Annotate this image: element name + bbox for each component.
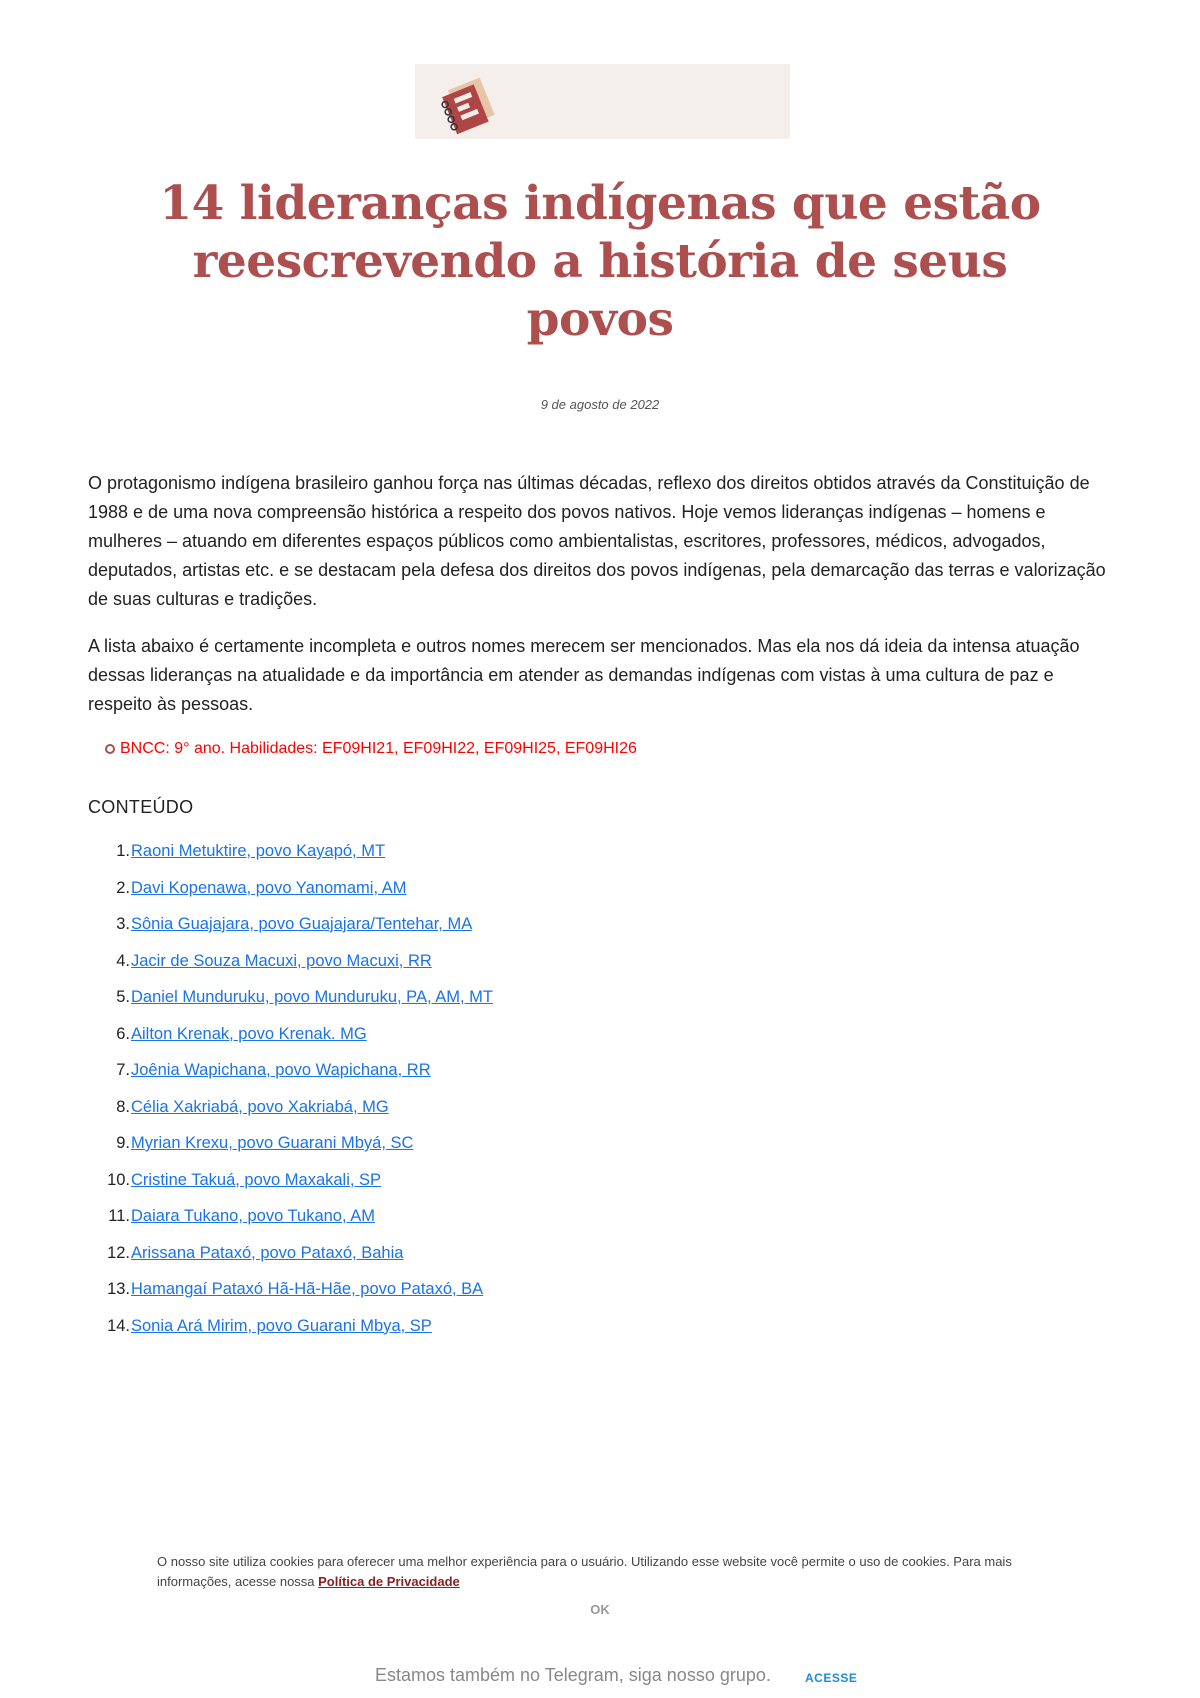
toc-item-number: 11.	[108, 1207, 130, 1225]
toc-item-number: 10.	[107, 1170, 130, 1189]
toc-item-link[interactable]: Cristine Takuá, povo Maxakali, SP	[131, 1170, 382, 1189]
bncc-text: BNCC: 9° ano. Habilidades: EF09HI21, EF09HI22, EF09HI25, EF09HI26	[120, 740, 637, 757]
toc-item-link[interactable]: Davi Kopenawa, povo Yanomami, AM	[131, 878, 407, 897]
toc-item-number: 12.	[107, 1243, 130, 1262]
cookie-notice	[157, 1552, 1047, 1592]
toc-item-link[interactable]: Daiara Tukano, povo Tukano, AM	[131, 1207, 375, 1225]
toc-item-link[interactable]: Raoni Metuktire, povo Kayapó, MT	[131, 842, 386, 860]
toc-item-link[interactable]: Célia Xakriabá, povo Xakriabá, MG	[131, 1097, 389, 1116]
telegram-bar-text: Estamos também no Telegram, siga nosso grupo.	[375, 1665, 771, 1685]
toc-item-number: 9.	[116, 1134, 130, 1152]
toc-item-link[interactable]: Ailton Krenak, povo Krenak. MG	[131, 1024, 367, 1043]
toc-item-number: 14.	[107, 1316, 130, 1335]
telegram-acesse-button[interactable]: ACESSE	[805, 1671, 858, 1685]
toc-item-number: 5.	[116, 988, 130, 1006]
privacy-policy-link[interactable]: Política de Privacidade	[318, 1574, 460, 1589]
bullet-icon	[105, 744, 115, 754]
toc-item-number: 6.	[116, 1024, 130, 1043]
list-intro-paragraph: A lista abaixo é certamente incompleta e outros nomes merecem ser mencionados. Mas ela nos dá ideia da intensa atuação dessas lideranças na atualidade e da importância em atender as demandas indígenas com vistas à uma cultura de paz e respeito às pessoas.	[88, 636, 1080, 714]
toc-item-link[interactable]: Myrian Krexu, povo Guarani Mbyá, SC	[131, 1134, 414, 1152]
toc-item-link[interactable]: Sônia Guajajara, povo Guajajara/Tentehar, MA	[131, 915, 473, 933]
notebook-logo	[433, 74, 503, 136]
toc-item-number: 1.	[116, 842, 130, 860]
logo-banner[interactable]	[415, 64, 790, 139]
toc-item-link[interactable]: Arissana Pataxó, povo Pataxó, Bahia	[131, 1243, 404, 1262]
toc-item-number: 3.	[116, 915, 130, 933]
toc-item-link[interactable]: Jacir de Souza Macuxi, povo Macuxi, RR	[131, 951, 432, 970]
cookie-text: O nosso site utiliza cookies para oferecer uma melhor experiência para o usuário. Utilizando esse website você permite o uso de cookies. Para mais informações, acesse nossa	[157, 1554, 1012, 1589]
intro-paragraph: O protagonismo indígena brasileiro ganhou força nas últimas décadas, reflexo dos direitos obtidos através da Constituição de 1988 e de uma nova compreensão histórica a respeito dos povos nativos. Hoje vemos lideranças indígenas – homens e mulheres – atuando em diferentes espaços públicos como ambientalistas, escritores, professores, médicos, advogados, deputados, artistas etc. e se destacam pela defesa dos direitos dos povos indígenas, pela demarcação das terras e valorização de suas culturas e tradições.	[88, 473, 1106, 609]
toc-item-link[interactable]: Daniel Munduruku, povo Munduruku, PA, AM, MT	[131, 988, 493, 1006]
toc-item-number: 8.	[116, 1097, 130, 1116]
toc-item-number: 4.	[116, 951, 130, 970]
toc-item-number: 13.	[107, 1280, 130, 1298]
toc-item-link[interactable]: Hamangaí Pataxó Hã-Hã-Hãe, povo Pataxó, BA	[131, 1280, 484, 1298]
bncc-note	[120, 739, 637, 759]
toc-item-number: 2.	[116, 878, 130, 897]
page-title: 14 lideranças indígenas que estão reescrevendo a história de seus povos	[159, 176, 1041, 347]
toc-item-number: 7.	[116, 1061, 130, 1079]
toc-heading: CONTEÚDO	[88, 797, 194, 817]
toc-item-link[interactable]: Sonia Ará Mirim, povo Guarani Mbya, SP	[131, 1316, 432, 1335]
cookie-ok-button[interactable]: OK	[590, 1602, 610, 1617]
post-date: 9 de agosto de 2022	[540, 397, 660, 412]
toc-item-link[interactable]: Joênia Wapichana, povo Wapichana, RR	[131, 1061, 431, 1079]
